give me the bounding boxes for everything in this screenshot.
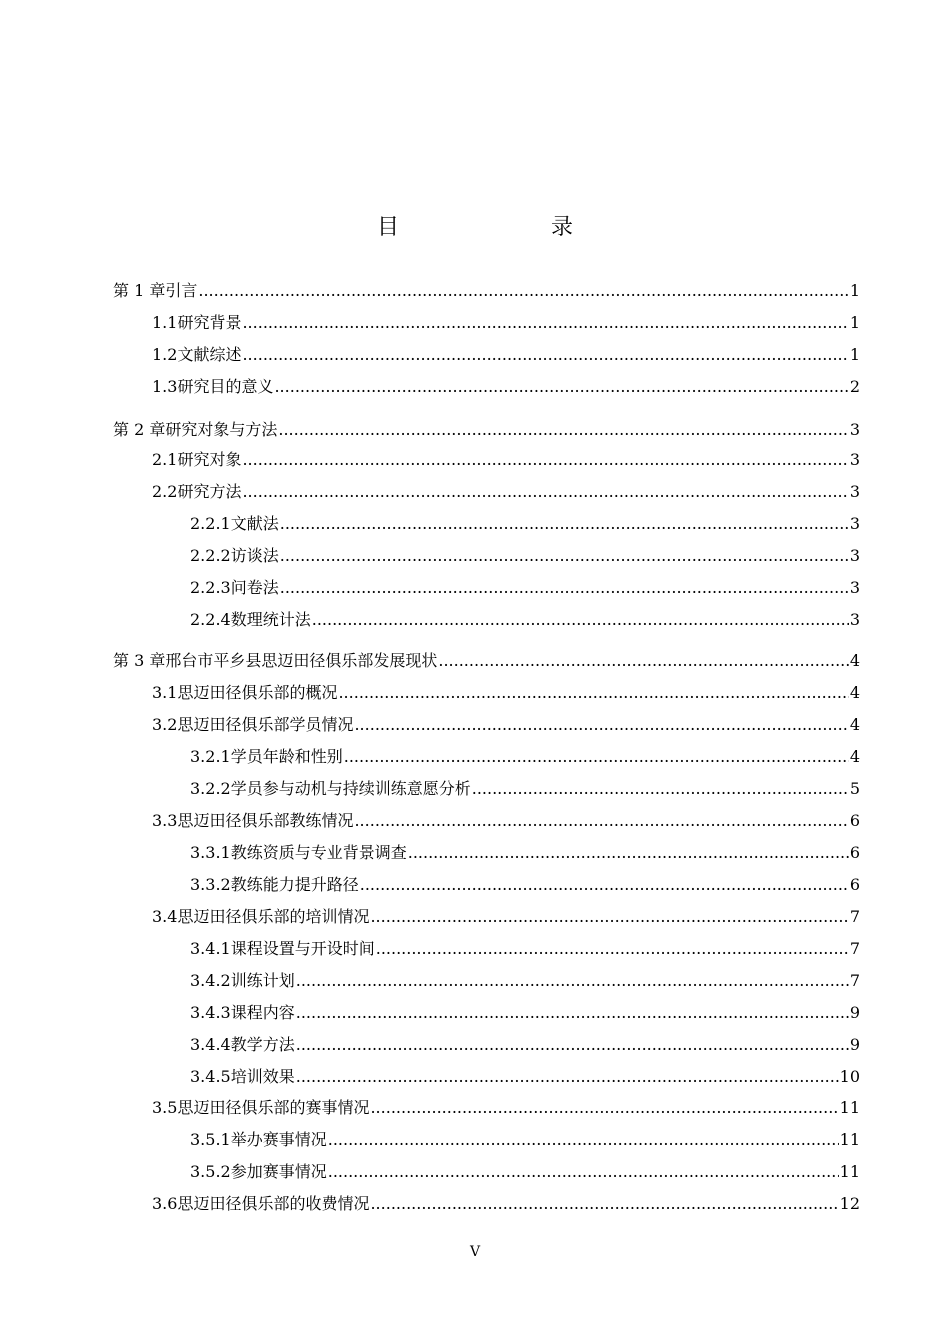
toc-entry-label: 教练资质与专业背景调查 xyxy=(230,843,407,862)
toc-entry-page: 3 xyxy=(849,482,860,501)
toc-entry-page: 4 xyxy=(849,747,860,766)
dot-leader xyxy=(328,1128,839,1152)
toc-entry-label: 学员参与动机与持续训练意愿分析 xyxy=(230,779,471,798)
toc-entry-page: 1 xyxy=(849,313,860,332)
toc-entry-page: 9 xyxy=(849,1003,860,1022)
toc-entry-row xyxy=(152,681,860,705)
toc-entry-number: 3.5.2 xyxy=(190,1162,231,1181)
toc-entry[interactable] xyxy=(0,480,950,504)
dot-leader xyxy=(296,1001,849,1025)
toc-entry-label: 训练计划 xyxy=(230,971,295,990)
toc-entry-label: 参加赛事情况 xyxy=(230,1162,327,1181)
dot-leader xyxy=(338,681,848,705)
toc-entry-row xyxy=(152,1096,860,1120)
toc-entry-page: 3 xyxy=(849,420,860,439)
toc-entry-label: 文献综述 xyxy=(177,345,242,364)
toc-entry-label: 研究背景 xyxy=(177,313,242,332)
toc-entry-page: 10 xyxy=(839,1067,860,1086)
dot-leader xyxy=(344,745,849,769)
toc-entry-row xyxy=(113,279,860,303)
toc-entry-number: 1.1 xyxy=(152,313,178,332)
toc-entry-label: 引言 xyxy=(165,281,198,300)
toc-entry-number: 2.2.1 xyxy=(190,514,231,533)
toc-entry-page: 4 xyxy=(849,715,860,734)
toc-entry-row xyxy=(190,512,860,536)
toc-entry-row xyxy=(152,343,860,367)
toc-entry-row xyxy=(152,1192,860,1216)
page-number-footer: V xyxy=(469,1244,481,1260)
toc-entry-row xyxy=(190,937,860,961)
toc-entry[interactable] xyxy=(0,1033,950,1057)
toc-entry-page: 6 xyxy=(849,843,860,862)
toc-entry-page: 9 xyxy=(849,1035,860,1054)
toc-entry[interactable] xyxy=(0,809,950,833)
toc-entry-page: 11 xyxy=(839,1098,860,1117)
toc-entry-label: 问卷法 xyxy=(230,578,279,597)
toc-entry-row xyxy=(190,745,860,769)
toc-entry-number: 3.6 xyxy=(152,1194,178,1213)
toc-entry[interactable] xyxy=(0,713,950,737)
dot-leader xyxy=(370,1192,838,1216)
toc-entry-page: 7 xyxy=(849,939,860,958)
toc-entry[interactable] xyxy=(0,512,950,536)
dot-leader xyxy=(296,1033,849,1057)
toc-entry-row xyxy=(190,1160,860,1184)
toc-entry-number: 1.2 xyxy=(152,345,178,364)
toc-entry-number: 3.3 xyxy=(152,811,178,830)
toc-entry-page: 3 xyxy=(849,514,860,533)
toc-entry-number: 3.1 xyxy=(152,683,178,702)
toc-entry-page: 1 xyxy=(849,281,860,300)
toc-entry[interactable] xyxy=(0,1001,950,1025)
dot-leader xyxy=(328,1160,839,1184)
toc-entry-page: 4 xyxy=(849,683,860,702)
toc-entry[interactable] xyxy=(0,375,950,399)
toc-entry-label: 思迈田径俱乐部的赛事情况 xyxy=(177,1098,370,1117)
toc-entry[interactable] xyxy=(0,1096,950,1120)
toc-entry[interactable] xyxy=(0,1192,950,1216)
dot-leader xyxy=(438,649,848,673)
toc-entry-page: 6 xyxy=(849,811,860,830)
toc-entry-number: 3.3.2 xyxy=(190,875,231,894)
toc-entry-number: 3.4.2 xyxy=(190,971,231,990)
toc-entry-number: 3.4.5 xyxy=(190,1067,231,1086)
dot-leader xyxy=(198,279,848,303)
toc-entry-number: 3.4.4 xyxy=(190,1035,231,1054)
toc-entry[interactable] xyxy=(0,343,950,367)
toc-entry-row xyxy=(152,311,860,335)
toc-entry-number: 2.1 xyxy=(152,450,178,469)
dot-leader xyxy=(360,873,849,897)
toc-entry-row xyxy=(152,809,860,833)
toc-entry-number: 3.4.3 xyxy=(190,1003,231,1022)
toc-entry-label: 思迈田径俱乐部的培训情况 xyxy=(177,907,370,926)
toc-entry[interactable] xyxy=(0,745,950,769)
toc-entry[interactable] xyxy=(0,1128,950,1152)
dot-leader xyxy=(370,1096,838,1120)
dot-leader xyxy=(370,905,848,929)
toc-entry[interactable] xyxy=(0,608,950,632)
toc-entry[interactable] xyxy=(0,969,950,993)
dot-leader xyxy=(280,576,849,600)
dot-leader xyxy=(242,448,848,472)
toc-entry-label: 学员年龄和性别 xyxy=(230,747,343,766)
toc-entry[interactable] xyxy=(0,544,950,568)
toc-entry-page: 2 xyxy=(849,377,860,396)
toc-entry-row xyxy=(190,1033,860,1057)
toc-entry-number: 第 3 章 xyxy=(113,651,166,670)
dot-leader xyxy=(242,311,848,335)
toc-entry[interactable] xyxy=(0,681,950,705)
dot-leader xyxy=(280,544,849,568)
dot-leader xyxy=(274,375,848,399)
dot-leader xyxy=(278,418,848,442)
dot-leader xyxy=(354,713,848,737)
toc-entry-label: 思迈田径俱乐部教练情况 xyxy=(177,811,354,830)
toc-entry-label: 研究目的意义 xyxy=(177,377,274,396)
toc-entry-page: 7 xyxy=(849,971,860,990)
toc-entry-number: 第 1 章 xyxy=(113,281,166,300)
toc-entry-page: 4 xyxy=(849,651,860,670)
toc-entry-number: 3.2.1 xyxy=(190,747,231,766)
dot-leader xyxy=(312,608,849,632)
toc-entry[interactable] xyxy=(0,279,950,303)
toc-entry-page: 11 xyxy=(839,1130,860,1149)
toc-entry-row xyxy=(190,608,860,632)
toc-entry-label: 教练能力提升路径 xyxy=(230,875,359,894)
toc-entry-label: 举办赛事情况 xyxy=(230,1130,327,1149)
toc-entry-page: 3 xyxy=(849,610,860,629)
toc-entry-page: 3 xyxy=(849,546,860,565)
toc-entry-page: 6 xyxy=(849,875,860,894)
dot-leader xyxy=(376,937,849,961)
toc-entry-row xyxy=(190,777,860,801)
toc-entry-label: 研究方法 xyxy=(177,482,242,501)
dot-leader xyxy=(296,1065,839,1089)
toc-entry-row xyxy=(190,576,860,600)
dot-leader xyxy=(280,512,849,536)
toc-entry-row xyxy=(152,905,860,929)
toc-entry[interactable] xyxy=(0,1160,950,1184)
toc-entry-row xyxy=(152,448,860,472)
toc-entry-row xyxy=(190,1001,860,1025)
toc-entry-label: 思迈田径俱乐部的概况 xyxy=(177,683,338,702)
dot-leader xyxy=(296,969,849,993)
toc-entry-row xyxy=(190,544,860,568)
toc-entry-page: 3 xyxy=(849,450,860,469)
toc-entry-label: 培训效果 xyxy=(230,1067,295,1086)
toc-entry-label: 邢台市平乡县思迈田径俱乐部发展现状 xyxy=(165,651,438,670)
toc-entry[interactable] xyxy=(0,905,950,929)
toc-entry[interactable] xyxy=(0,841,950,865)
toc-entry-row xyxy=(152,375,860,399)
toc-entry-number: 3.5.1 xyxy=(190,1130,231,1149)
toc-entry-number: 3.3.1 xyxy=(190,843,231,862)
toc-entry-row xyxy=(190,1065,860,1089)
toc-entry-label: 数理统计法 xyxy=(230,610,311,629)
toc-entry-number: 2.2 xyxy=(152,482,178,501)
toc-entry-page: 12 xyxy=(839,1194,860,1213)
toc-entry-label: 思迈田径俱乐部的收费情况 xyxy=(177,1194,370,1213)
toc-entry[interactable] xyxy=(0,649,950,673)
toc-entry-number: 3.4.1 xyxy=(190,939,231,958)
dot-leader xyxy=(408,841,849,865)
toc-entry-label: 思迈田径俱乐部学员情况 xyxy=(177,715,354,734)
toc-entry-row xyxy=(190,969,860,993)
toc-entry-row xyxy=(152,713,860,737)
toc-entry[interactable] xyxy=(0,448,950,472)
dot-leader xyxy=(354,809,848,833)
toc-entry-number: 3.2 xyxy=(152,715,178,734)
toc-entry-label: 访谈法 xyxy=(230,546,279,565)
toc-entry-row xyxy=(113,649,860,673)
toc-entry-page: 1 xyxy=(849,345,860,364)
toc-entry-number: 3.2.2 xyxy=(190,779,231,798)
toc-entry-row xyxy=(152,480,860,504)
dot-leader xyxy=(242,480,848,504)
toc-entry-page: 11 xyxy=(839,1162,860,1181)
toc-entry[interactable] xyxy=(0,937,950,961)
toc-entry-page: 5 xyxy=(849,779,860,798)
toc-entry-row xyxy=(190,873,860,897)
toc-entry-label: 研究对象 xyxy=(177,450,242,469)
toc-entry-number: 3.5 xyxy=(152,1098,178,1117)
toc-entry-row xyxy=(190,1128,860,1152)
toc-entry-label: 教学方法 xyxy=(230,1035,295,1054)
toc-entry[interactable] xyxy=(0,311,950,335)
toc-entry-number: 2.2.4 xyxy=(190,610,231,629)
toc-entry-label: 文献法 xyxy=(230,514,279,533)
toc-entry[interactable] xyxy=(0,873,950,897)
toc-entry-number: 1.3 xyxy=(152,377,178,396)
dot-leader xyxy=(472,777,849,801)
toc-entry-number: 第 2 章 xyxy=(113,420,166,439)
dot-leader xyxy=(242,343,848,367)
toc-entry[interactable] xyxy=(0,576,950,600)
toc-entry-label: 研究对象与方法 xyxy=(165,420,278,439)
toc-entry-row xyxy=(113,418,860,442)
toc-entry-number: 3.4 xyxy=(152,907,178,926)
toc-entry[interactable] xyxy=(0,777,950,801)
toc-entry-page: 7 xyxy=(849,907,860,926)
toc-entry-number: 2.2.3 xyxy=(190,578,231,597)
toc-entry-label: 课程内容 xyxy=(230,1003,295,1022)
toc-entry-row xyxy=(190,841,860,865)
toc-entry-number: 2.2.2 xyxy=(190,546,231,565)
toc-title: 目 录 xyxy=(376,215,609,240)
toc-entry[interactable] xyxy=(0,1065,950,1089)
toc-entry[interactable] xyxy=(0,418,950,442)
toc-entry-label: 课程设置与开设时间 xyxy=(230,939,375,958)
toc-entry-page: 3 xyxy=(849,578,860,597)
